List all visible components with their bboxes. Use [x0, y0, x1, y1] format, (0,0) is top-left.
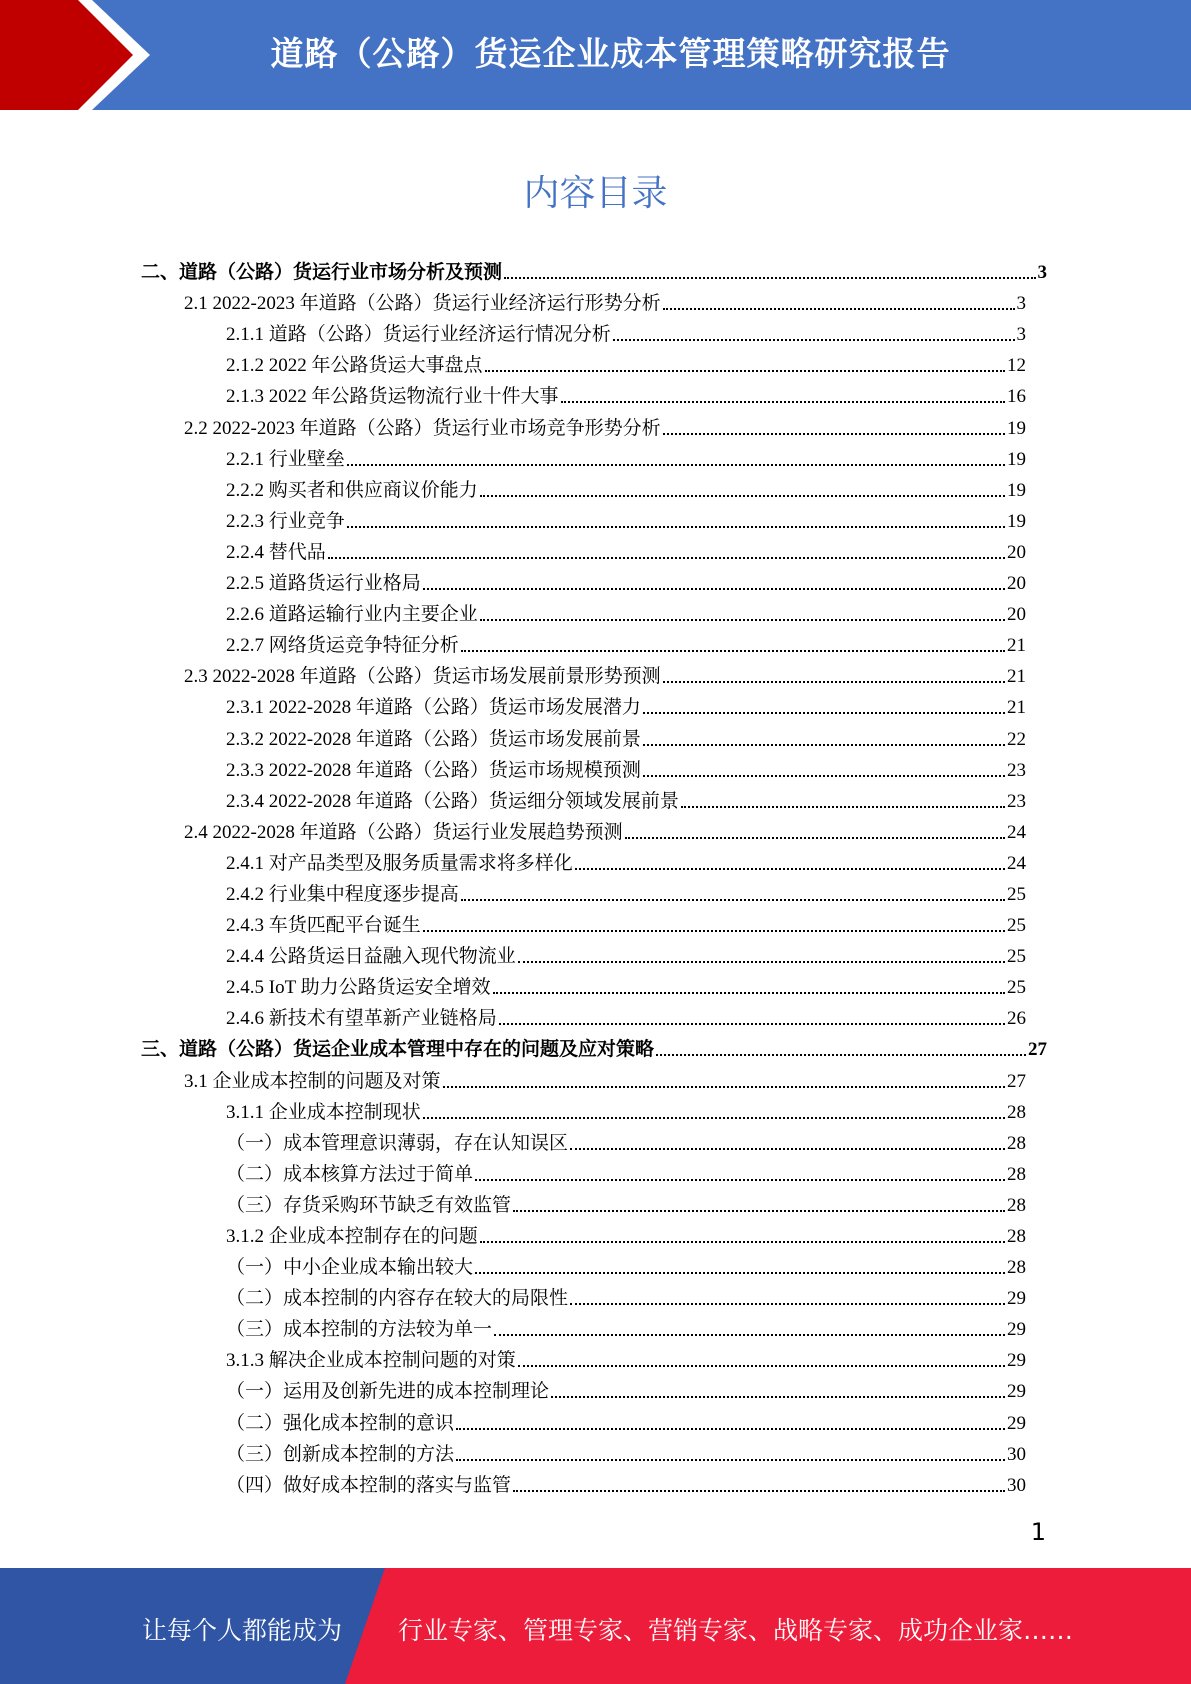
toc-dot-leader [663, 681, 1005, 683]
toc-dot-leader [347, 464, 1005, 466]
toc-entry-label: 2.2 2022-2023 年道路（公路）货运行业市场竞争形势分析 [184, 417, 661, 439]
toc-entry-label: 2.2.1 行业壁垒 [226, 448, 345, 470]
toc-entry[interactable] [0, 253, 1047, 284]
toc-entry-page: 24 [1007, 852, 1026, 874]
toc-entry-label: 2.1.2 2022 年公路货运大事盘点 [226, 355, 483, 377]
toc-dot-leader [570, 1148, 1005, 1150]
toc-entry-label: 2.4.1 对产品类型及服务质量需求将多样化 [226, 852, 573, 874]
toc-dot-leader [461, 899, 1005, 901]
toc-entry-page: 19 [1007, 417, 1026, 439]
toc-entry[interactable] [0, 1248, 1026, 1279]
toc-entry[interactable] [0, 906, 1026, 937]
toc-entry-page: 26 [1007, 1008, 1026, 1030]
toc-entry[interactable] [0, 1403, 1026, 1434]
toc-entry-label: （二）强化成本控制的意识 [226, 1412, 455, 1434]
toc-entry-label: 3.1.1 企业成本控制现状 [226, 1101, 421, 1123]
toc-dot-leader [485, 370, 1005, 372]
toc-entry[interactable] [0, 999, 1026, 1030]
toc-entry-label: （一）中小企业成本输出较大 [226, 1257, 474, 1279]
toc-entry[interactable] [0, 408, 1026, 439]
toc-entry-page: 28 [1007, 1194, 1026, 1216]
toc-dot-leader [504, 277, 1035, 279]
toc-entry-label: 2.1 2022-2023 年道路（公路）货运行业经济运行形势分析 [184, 293, 661, 315]
toc-entry-label: （一）成本管理意识薄弱，存在认知误区 [226, 1132, 569, 1154]
toc-entry-page: 30 [1007, 1474, 1026, 1496]
toc-entry-page: 22 [1007, 728, 1026, 750]
toc-entry-page: 21 [1007, 635, 1026, 657]
toc-entry[interactable] [0, 844, 1026, 875]
toc-entry[interactable] [0, 1310, 1026, 1341]
toc-entry[interactable] [0, 688, 1026, 719]
toc-entry-label: 2.3.4 2022-2028 年道路（公路）货运细分领域发展前景 [226, 790, 679, 812]
toc-entry-page: 25 [1007, 915, 1026, 937]
toc-entry-page: 25 [1007, 977, 1026, 999]
toc-entry[interactable] [0, 626, 1026, 657]
toc-entry-page: 19 [1007, 479, 1026, 501]
toc-dot-leader [475, 1272, 1005, 1274]
toc-entry[interactable] [0, 1466, 1026, 1497]
toc-entry[interactable] [0, 564, 1026, 595]
toc-entry[interactable] [0, 1124, 1026, 1155]
toc-dot-leader [513, 1490, 1005, 1492]
footer-banner [0, 1568, 1191, 1684]
toc-entry-label: 2.4.4 公路货运日益融入现代物流业 [226, 946, 516, 968]
toc-entry-label: （二）成本核算方法过于简单 [226, 1163, 474, 1185]
report-title: 道路（公路）货运企业成本管理策略研究报告 [270, 34, 951, 73]
toc-entry-label: 2.2.4 替代品 [226, 541, 326, 563]
toc-entry-page: 30 [1007, 1443, 1026, 1465]
toc-entry[interactable] [0, 1030, 1047, 1061]
toc-dot-leader [480, 495, 1005, 497]
toc-dot-leader [643, 712, 1005, 714]
toc-entry[interactable] [0, 1372, 1026, 1403]
toc-entry-label: 2.4.6 新技术有望革新产业链格局 [226, 1008, 497, 1030]
toc-entry-label: （二）成本控制的内容存在较大的局限性 [226, 1288, 569, 1310]
toc-entry[interactable] [0, 968, 1026, 999]
toc-entry-page: 21 [1007, 697, 1026, 719]
toc-entry-page: 29 [1007, 1319, 1026, 1341]
toc-entry-page: 29 [1007, 1288, 1026, 1310]
toc-entry-label: 2.4.2 行业集中程度逐步提高 [226, 883, 459, 905]
toc-dot-leader [551, 1396, 1005, 1398]
toc-entry[interactable] [0, 377, 1026, 408]
toc-entry-page: 20 [1007, 573, 1026, 595]
toc-entry-page: 19 [1007, 510, 1026, 532]
toc-dot-leader [575, 868, 1005, 870]
toc-entry[interactable] [0, 440, 1026, 471]
toc-entry-page: 28 [1007, 1132, 1026, 1154]
toc-dot-leader [625, 837, 1005, 839]
toc-entry-label: 3.1.3 解决企业成本控制问题的对策 [226, 1350, 516, 1372]
toc-entry-page: 16 [1007, 386, 1026, 408]
toc-entry[interactable] [0, 471, 1026, 502]
toc-dot-leader [443, 1086, 1005, 1088]
toc-entry[interactable] [0, 751, 1026, 782]
toc-entry[interactable] [0, 533, 1026, 564]
toc-entry-label: 2.1.3 2022 年公路货运物流行业十件大事 [226, 386, 559, 408]
toc-entry-label: 2.3 2022-2028 年道路（公路）货运市场发展前景形势预测 [184, 666, 661, 688]
toc-entry[interactable] [0, 1186, 1026, 1217]
toc-entry-label: 2.1.1 道路（公路）货运行业经济运行情况分析 [226, 324, 611, 346]
toc-entry[interactable] [0, 719, 1026, 750]
toc-entry-label: 3.1 企业成本控制的问题及对策 [184, 1070, 441, 1092]
toc-dot-leader [643, 744, 1005, 746]
toc-dot-leader [347, 526, 1005, 528]
toc-entry-label: （三）成本控制的方法较为单一 [226, 1319, 493, 1341]
toc-entry-page: 23 [1007, 790, 1026, 812]
footer-slogan-left: 让每个人都能成为 [142, 1616, 343, 1645]
toc-dot-leader [328, 557, 1005, 559]
toc-dot-leader [480, 619, 1005, 621]
toc-dot-leader [456, 1428, 1005, 1430]
toc-entry-label: 二、道路（公路）货运行业市场分析及预测 [141, 262, 503, 284]
toc-dot-leader [423, 588, 1005, 590]
toc-dot-leader [663, 308, 1015, 310]
toc-dot-leader [570, 1303, 1005, 1305]
toc-heading: 内容目录 [523, 173, 668, 214]
toc-entry-label: 3.1.2 企业成本控制存在的问题 [226, 1226, 478, 1247]
toc-entry-page: 28 [1007, 1226, 1026, 1247]
toc-dot-leader [518, 1365, 1005, 1367]
toc-entry[interactable] [0, 1093, 1026, 1124]
toc-dot-leader [461, 650, 1005, 652]
footer-slogan-right: 行业专家、管理专家、营销专家、战略专家、成功企业家…… [398, 1616, 1074, 1645]
toc-entry-label: （三）创新成本控制的方法 [226, 1443, 455, 1465]
toc-entry-page: 20 [1007, 604, 1026, 626]
toc-entry-page: 28 [1007, 1101, 1026, 1123]
page-number: 1 [1030, 1518, 1046, 1546]
toc-entry[interactable] [0, 502, 1026, 533]
toc-entry-page: 24 [1007, 821, 1026, 843]
toc-entry[interactable] [0, 1217, 1026, 1248]
toc-entry[interactable] [0, 657, 1026, 688]
toc-entry[interactable] [0, 1061, 1026, 1092]
toc-entry-label: 2.4.5 IoT 助力公路货运安全增效 [226, 977, 491, 999]
toc-entry-label: 2.2.3 行业竞争 [226, 510, 345, 532]
toc-dot-leader [423, 930, 1005, 932]
toc-entry-page: 20 [1007, 541, 1026, 563]
toc-entry-page: 25 [1007, 946, 1026, 968]
toc-entry[interactable] [0, 937, 1026, 968]
toc-entry-page: 27 [1028, 1039, 1047, 1061]
toc-dot-leader [656, 1054, 1026, 1056]
toc-dot-leader [613, 339, 1015, 341]
toc-entry-label: 三、道路（公路）货运企业成本管理中存在的问题及应对策略 [141, 1039, 655, 1061]
toc-entry-label: 2.3.2 2022-2028 年道路（公路）货运市场发展前景 [226, 728, 641, 750]
toc-entry-page: 25 [1007, 883, 1026, 905]
toc-dot-leader [681, 806, 1005, 808]
toc-entry[interactable] [0, 1341, 1026, 1372]
toc-entry-label: 2.4 2022-2028 年道路（公路）货运行业发展趋势预测 [184, 821, 623, 843]
toc-dot-leader [561, 401, 1005, 403]
toc-entry-page: 12 [1007, 355, 1026, 377]
toc-entry[interactable] [0, 1279, 1026, 1310]
toc-entry-page: 29 [1007, 1350, 1026, 1372]
toc-dot-leader [423, 1117, 1005, 1119]
toc-dot-leader [456, 1459, 1005, 1461]
toc-entry[interactable] [0, 346, 1026, 377]
toc-entry[interactable] [0, 284, 1026, 315]
toc-entry-label: 2.3.3 2022-2028 年道路（公路）货运市场规模预测 [226, 759, 641, 781]
toc-entry-label: （四）做好成本控制的落实与监管 [226, 1474, 512, 1496]
toc-entry[interactable] [0, 813, 1026, 844]
toc-entry-label: （三）存货采购环节缺乏有效监管 [226, 1194, 512, 1216]
toc-dot-leader [513, 1210, 1005, 1212]
toc-entry-page: 28 [1007, 1257, 1026, 1279]
toc-entry-page: 29 [1007, 1412, 1026, 1434]
toc-entry-label: 2.2.5 道路货运行业格局 [226, 573, 421, 595]
toc-entry[interactable] [0, 315, 1026, 346]
toc-entry-label: 2.3.1 2022-2028 年道路（公路）货运市场发展潜力 [226, 697, 641, 719]
toc-entry-page: 19 [1007, 448, 1026, 470]
toc-entry-page: 3 [1016, 324, 1026, 346]
toc-entry-label: 2.4.3 车货匹配平台诞生 [226, 915, 421, 937]
toc-dot-leader [643, 775, 1005, 777]
toc-entry[interactable] [0, 1435, 1026, 1466]
toc-dot-leader [663, 433, 1005, 435]
toc-entry-label: 2.2.2 购买者和供应商议价能力 [226, 479, 478, 501]
toc-dot-leader [475, 1179, 1005, 1181]
toc-entry-page: 3 [1037, 262, 1047, 284]
toc-entry-page: 3 [1016, 293, 1026, 315]
table-of-contents [0, 253, 1191, 1497]
toc-entry[interactable] [0, 1155, 1026, 1186]
toc-dot-leader [494, 1334, 1005, 1336]
toc-entry-page: 23 [1007, 759, 1026, 781]
toc-dot-leader [499, 1023, 1005, 1025]
toc-entry-page: 28 [1007, 1163, 1026, 1185]
toc-entry-label: 2.2.6 道路运输行业内主要企业 [226, 604, 478, 626]
toc-entry-page: 29 [1007, 1381, 1026, 1403]
toc-dot-leader [518, 961, 1005, 963]
toc-entry[interactable] [0, 875, 1026, 906]
report-header-bar [0, 0, 1191, 110]
toc-entry-label: 2.2.7 网络货运竞争特征分析 [226, 635, 459, 657]
toc-entry[interactable] [0, 595, 1026, 626]
toc-entry-page: 21 [1007, 666, 1026, 688]
toc-dot-leader [480, 1241, 1005, 1243]
toc-entry-label: （一）运用及创新先进的成本控制理论 [226, 1381, 550, 1403]
toc-entry[interactable] [0, 782, 1026, 813]
toc-dot-leader [493, 992, 1005, 994]
toc-entry-page: 27 [1007, 1070, 1026, 1092]
